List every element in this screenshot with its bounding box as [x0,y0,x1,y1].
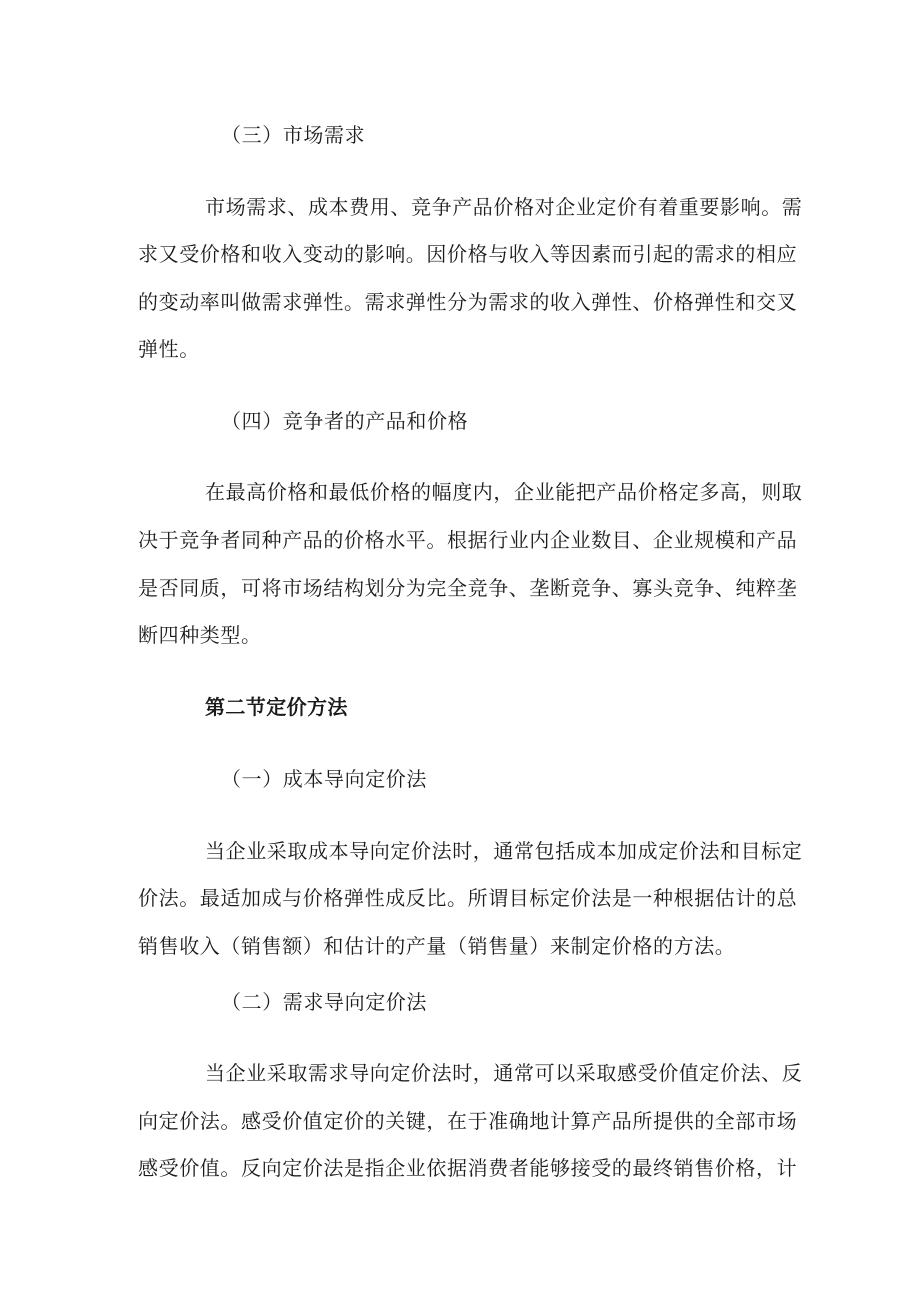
paragraph-line: 市场需求、成本费用、竞争产品价格对企业定价有着重要影响。需 [205,195,803,219]
paragraph-line: 决于竞争者同种产品的价格水平。根据行业内企业数目、企业规模和产品 [138,528,798,552]
paragraph-line: 求又受价格和收入变动的影响。因价格与收入等因素而引起的需求的相应 [138,242,798,266]
paragraph-line: 销售收入（销售额）和估计的产量（销售量）来制定价格的方法。 [138,934,736,958]
section-title-pricing-methods: 第二节定价方法 [205,695,348,719]
paragraph-line: 向定价法。感受价值定价的关键，在于准确地计算产品所提供的全部市场 [138,1109,798,1133]
paragraph-line: 断四种类型。 [138,623,262,647]
paragraph-line: 的变动率叫做需求弹性。需求弹性分为需求的收入弹性、价格弹性和交叉 [138,290,798,314]
paragraph-line: 在最高价格和最低价格的幅度内，企业能把产品价格定多高，则取 [205,480,803,504]
subsection-heading-cost-oriented: （一）成本导向定价法 [221,767,427,791]
paragraph-line: 价法。最适加成与价格弹性成反比。所谓目标定价法是一种根据估计的总 [138,886,798,910]
paragraph-line: 感受价值。反向定价法是指企业依据消费者能够接受的最终销售价格，计 [138,1156,798,1180]
paragraph-line: 当企业采取需求导向定价法时，通常可以采取感受价值定价法、反 [205,1061,803,1085]
paragraph-line: 弹性。 [138,337,200,361]
section-heading-competitor: （四）竞争者的产品和价格 [221,409,469,433]
subsection-heading-demand-oriented: （二）需求导向定价法 [221,990,427,1014]
paragraph-line: 当企业采取成本导向定价法时，通常包括成本加成定价法和目标定 [205,839,803,863]
paragraph-line: 是否同质，可将市场结构划分为完全竞争、垄断竞争、寡头竞争、纯粹垄 [138,576,798,600]
section-heading-market-demand: （三）市场需求 [221,123,366,147]
